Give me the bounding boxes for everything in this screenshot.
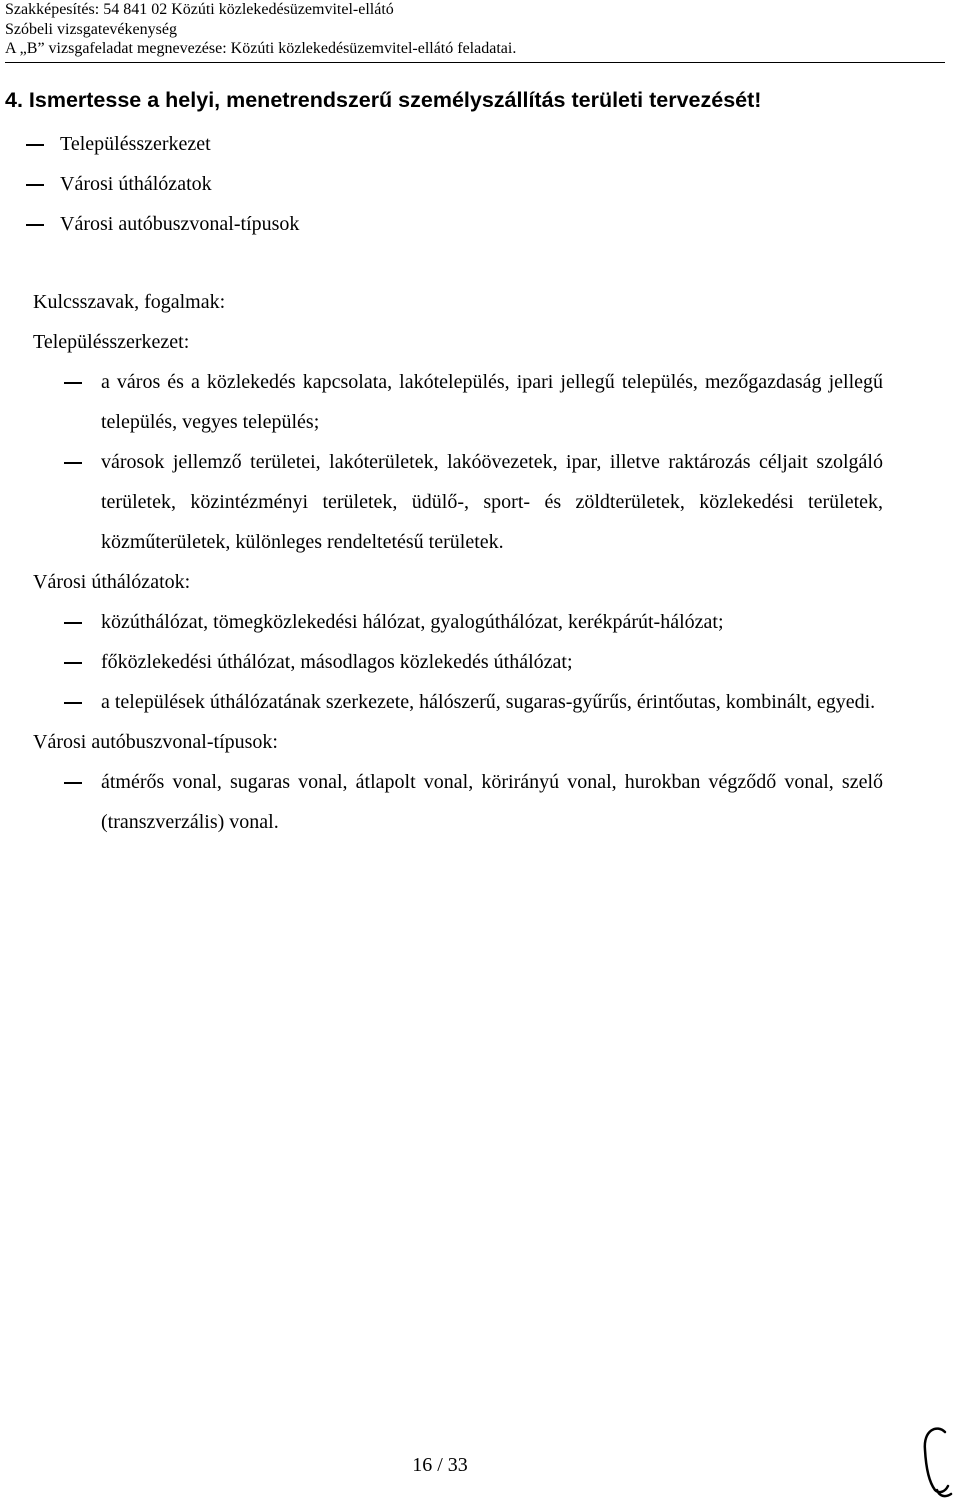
dash-bullet xyxy=(64,782,82,784)
header-task-name: A „B” vizsgafeladat megnevezése: Közúti közlekedésüzemvitel-ellátó feladatai. xyxy=(5,40,517,57)
list-item-text: a települések úthálózatának szerkezete, hálószerű, sugaras-gyűrűs, érintőutas, kombinált, egyedi. xyxy=(101,691,876,713)
list-item-text: közúthálózat, tömegközlekedési hálózat, gyalogúthálózat, kerékpárút-hálózat; xyxy=(101,611,724,633)
dash-bullet xyxy=(64,662,82,664)
section-title: Városi autóbuszvonal-típusok: xyxy=(33,731,278,753)
dash-bullet xyxy=(26,224,44,226)
list-item-text: átmérős vonal, sugaras vonal, átlapolt vonal, körirányú vonal, hurokban végződő vonal, szelő (transzverzális) vonal. xyxy=(101,771,883,833)
dash-bullet xyxy=(64,622,82,624)
page-header xyxy=(5,0,945,63)
page-number: 16 / 33 xyxy=(412,1454,468,1476)
question-title: 4. Ismertesse a helyi, menetrendszerű személyszállítás területi tervezését! xyxy=(5,88,762,112)
outline-item xyxy=(26,164,726,204)
list-item xyxy=(33,602,883,642)
list-item-text: főközlekedési úthálózat, másodlagos közlekedés úthálózat; xyxy=(101,651,573,673)
topic-outline xyxy=(26,124,726,244)
list-item xyxy=(33,682,883,722)
list-item-text: a város és a közlekedés kapcsolata, lakótelepülés, ipari jellegű település, mezőgazdaság jellegű település, vegyes település; xyxy=(101,371,883,433)
section-title: Városi úthálózatok: xyxy=(33,571,191,593)
dash-bullet xyxy=(26,184,44,186)
outline-item-label: Településszerkezet xyxy=(60,133,211,155)
keywords-section xyxy=(33,282,883,842)
list-item-text: városok jellemző területei, lakóterületek, lakóövezetek, ipar, illetve raktározás céljait szolgáló területek, közintézményi területek, üdülő-, sport- és zöldterületek, közlekedési területek, közműterületek, különleges rendeltetésű területek. xyxy=(101,451,883,553)
keywords-title: Kulcsszavak, fogalmak: xyxy=(33,291,226,313)
section-title: Településszerkezet: xyxy=(33,331,190,353)
outline-item xyxy=(26,204,726,244)
list-item xyxy=(33,762,883,842)
dash-bullet xyxy=(64,382,82,384)
dash-bullet xyxy=(26,144,44,146)
list-item xyxy=(33,442,883,562)
outline-item-label: Városi úthálózatok xyxy=(60,173,212,195)
dash-bullet xyxy=(64,462,82,464)
header-exam-activity: Szóbeli vizsgatevékenység xyxy=(5,20,177,38)
dash-bullet xyxy=(64,702,82,704)
list-item xyxy=(33,642,883,682)
outline-item xyxy=(26,124,726,164)
handwritten-signature xyxy=(915,1420,955,1500)
header-qualification: Szakképesítés: 54 841 02 Közúti közlekedésüzemvitel-ellátó xyxy=(5,1,394,18)
outline-item-label: Városi autóbuszvonal-típusok xyxy=(60,213,300,235)
list-item xyxy=(33,362,883,442)
